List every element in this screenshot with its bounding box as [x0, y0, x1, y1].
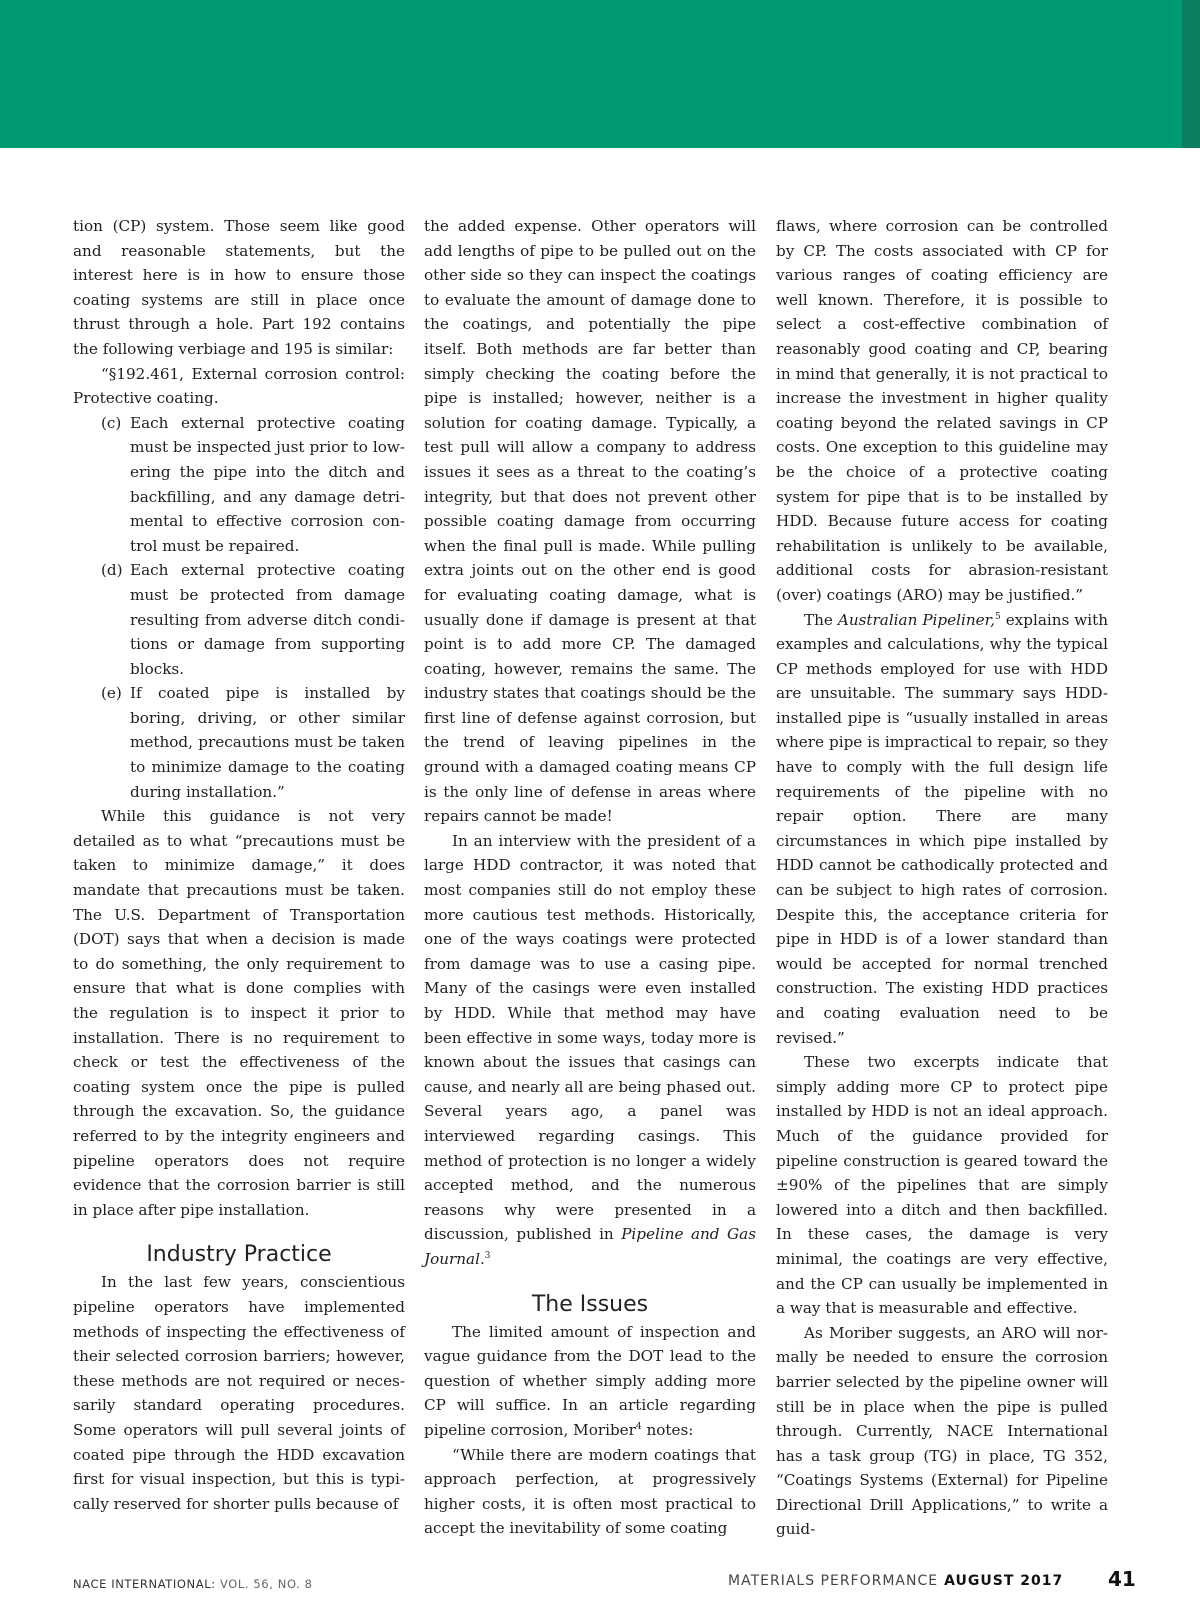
footer-magazine-name: MATERIALS PERFORMANCE: [728, 1573, 939, 1589]
footer-publication: [73, 1577, 313, 1591]
paragraph: flaws, where corrosion can be controlled by CP. The costs associated with CP for various ranges of coating efficiency are well known. Therefore, it is possible to select a cost-effective combination of reasonably good coating and CP, bearing in mind that generally, it is not practical to increase the investment in higher quality coating beyond the related savings in CP costs. One exception to this guideline may be the choice of a protective coating system for pipe that is to be installed by HDD. Because future access for coating rehabilitation is unlikely to be available, additional costs for abrasion-resistant (over) coatings (ARO) may be justified.”: [776, 217, 1108, 604]
list-label: (d): [101, 561, 123, 580]
header-banner: [0, 0, 1200, 148]
paragraph-text: In an interview with the president of a large HDD contractor, it was noted that most companies still do not employ these more cautious test methods. Historically, one of the ways coatings were protected from damage was to use a casing pipe. Many of the casings were even installed by HDD. While that method may have been effective in some ways, today more is known about the issues that casings can cause, and nearly all are being phased out. Several years ago, a panel was interviewed regarding casings. This method of protection is no longer a widely accepted method, and the numerous reasons why were presented in a discussion, published in: [424, 831, 756, 1244]
section-heading-industry-practice: Industry Practice: [146, 1242, 332, 1268]
paragraph: In the last few years, conscientious pipeline operators have implemented methods of inspecting the effectiveness of their selected corrosion barriers; however, these methods are not required or necessarily standard operating procedures. Some operators will pull several joints of coated pipe through the HDD excavation first for visual inspection, but this is typically reserved for shorter pulls because of: [73, 1273, 405, 1513]
page-number: 41: [1108, 1567, 1136, 1591]
paragraph-text: The limited amount of inspection and vague guidance from the DOT lead to the question of whether simply adding more CP will suffice. In an article regarding pipeline corrosion, Moriber: [424, 1322, 756, 1439]
list-item: [73, 411, 405, 559]
list-label: (c): [101, 413, 122, 432]
citation-title: Australian Pipeliner,: [837, 610, 996, 629]
paragraph: While this guidance is not very detailed as to what “precautions must be taken to minimize damage,” it does mandate that precautions must be taken. The U.S. Department of Transportation (DOT) says that when a decision is made to do something, the only requirement to ensure that what is done complies with the regulation is to inspect it prior to installation. There is no requirement to check or test the effectiveness of the coating system once the pipe is pulled through the excavation. So, the guidance referred to by the integrity engineers and pipeline operators does not require evidence that the corrosion barrier is still in place after pipe installation.: [73, 807, 405, 1219]
regulation-list: [73, 411, 405, 805]
footer-volume: VOL. 56, NO. 8: [215, 1577, 313, 1591]
list-text: If coated pipe is installed by boring, driving, or other similar method, precautions must be taken to minimize damage to the coating during installation.”: [130, 684, 405, 801]
paragraph-text: The: [804, 610, 838, 629]
paragraph: As Moriber suggests, an ARO will normally be needed to ensure the corrosion barrier selected by the pipeline owner will still be in place when the pipe is pulled through. Currently, NACE International has a task group (TG) in place, TG 352, “Coatings Systems (External) for Pipeline Directional Drill Applications,” to write a guid-: [776, 1323, 1108, 1539]
list-item: [73, 558, 405, 681]
paragraph: These two excerpts indicate that simply adding more CP to protect pipe installed by HDD is not an ideal approach. Much of the guidance provided for pipeline construction is geared toward the ±90% of the pipelines that are simply lowered into a ditch and then backfilled. In these cases, the damage is very minimal, the coatings are very effective, and the CP can usually be implemented in a way that is measurable and effective.: [776, 1053, 1108, 1318]
footer-magazine: [728, 1573, 1063, 1589]
list-text: Each external protective coating must be inspected just prior to lowering the pipe into the ditch and backfilling, and any damage detrimental to effective corrosion control must be repaired.: [130, 413, 405, 555]
paragraph-text: notes:: [641, 1420, 694, 1439]
reference-mark: 4: [635, 1421, 642, 1432]
paragraph: [424, 829, 756, 1272]
paragraph: “While there are modern coatings that approach perfection, at progressively higher costs, it is often most practical to accept the inevitability of some coating: [424, 1445, 756, 1538]
paragraph-text: explains with examples and calculations, why the typical CP methods employed for use with HDD are unsuitable. The summary says HDD-installed pipe is “usually installed in areas where pipe is impractical to repair, so they have to comply with the full design life requirements of the pipeline with no repair option. There are many circumstances in which pipe installed by HDD cannot be cathodically protected and can be subject to high rates of corrosion. Despite this, the acceptance criteria for pipe in HDD is of a lower standard than would be accepted for normal trenched construction. The existing HDD practices and coating evaluation need to be revised.”: [776, 610, 1109, 1047]
column-2: [424, 214, 756, 1541]
list-item: [73, 681, 405, 804]
footer-issue: AUGUST 2017: [944, 1573, 1064, 1589]
header-banner-edge: [1182, 0, 1200, 148]
reference-mark: 5: [995, 611, 1001, 622]
paragraph: [776, 608, 1108, 1051]
footer-org: NACE INTERNATIONAL:: [73, 1577, 216, 1591]
column-3: [776, 214, 1108, 1542]
column-1: [73, 214, 405, 1516]
paragraph: the added expense. Other operators will add lengths of pipe to be pulled out on the other side so they can inspect the coatings to evaluate the amount of damage done to the coatings, and potentially the pipe itself. Both methods are far better than simply checking the coating before the pipe is installed; however, neither is a solution for coating damage. Typically, a test pull will allow a company to address issues it sees as a threat to the coating’s integrity, but that does not prevent other possible coating damage from occurring when the final pull is made. While pulling extra joints out on the other end is good for evaluating coating damage, what is usually done if damage is present at that point is to add more CP. The damaged coating, however, remains the same. The industry states that coatings should be the first line of defense against corrosion, but the trend of leaving pipelines in the ground with a damaged coating means CP is the only line of defense in areas where repairs cannot be made!: [424, 217, 756, 826]
reference-mark: 3: [484, 1250, 491, 1261]
citation-title: Pipeline and Gas Journal.: [424, 1225, 756, 1268]
quote-intro: “§192.461, External corrosion control: Protective coating.: [73, 364, 405, 408]
section-heading-the-issues: The Issues: [531, 1291, 649, 1317]
paragraph: tion (CP) system. Those seem like good and reasonable statements, but the interest here is in how to ensure those coating systems are still in place once thrust through a hole. Part 192 contains the following verbiage and 195 is similar:: [73, 217, 405, 358]
list-label: (e): [101, 684, 122, 703]
paragraph: [424, 1320, 756, 1443]
list-text: Each external protective coating must be protected from damage resulting from adverse ditch conditions or damage from supporting blocks.: [130, 561, 405, 678]
